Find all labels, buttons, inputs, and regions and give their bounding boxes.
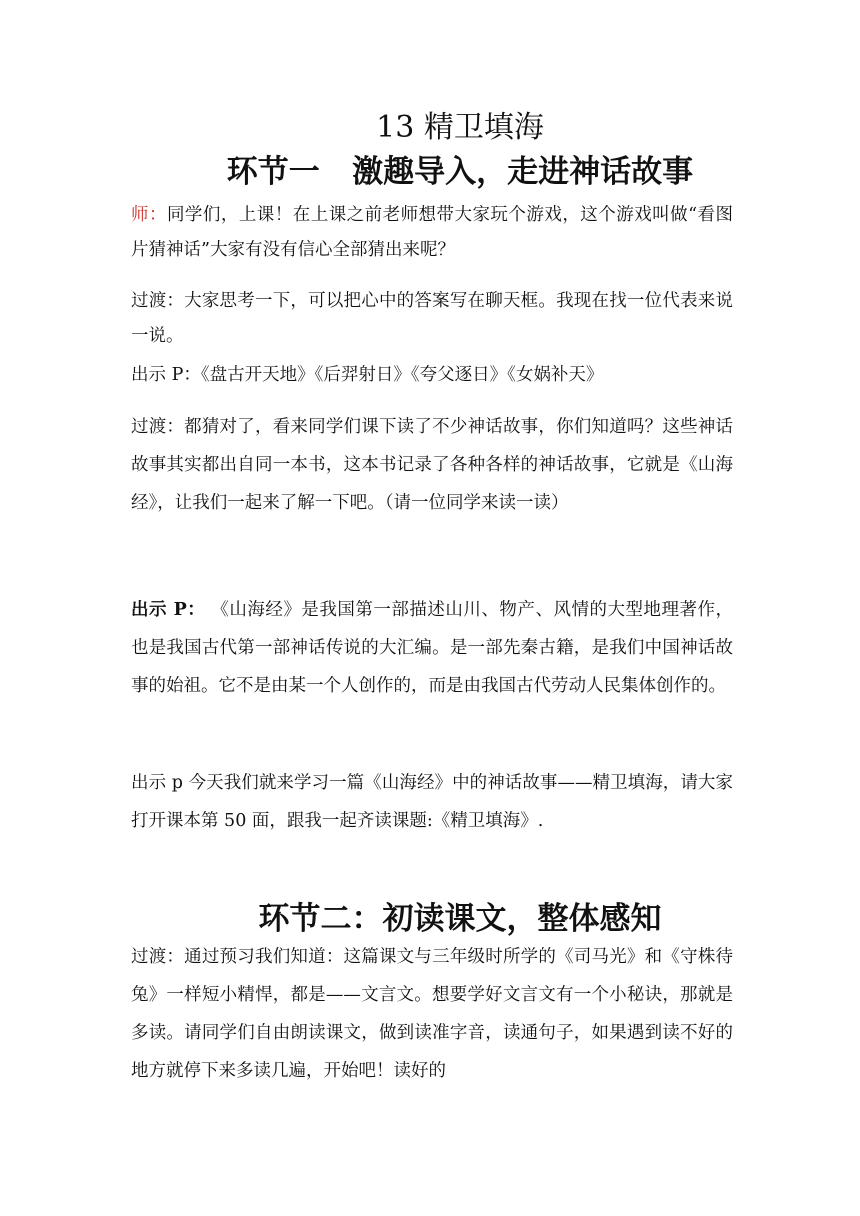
paragraph-text: 出示 P：《盘古开天地》《后羿射日》《夸父逐日》《女娲补天》 [131,365,604,385]
paragraph-text: 出示 p 今天我们就来学习一篇《山海经》中的神话故事——精卫填海，请大家打开课本第 50 面，跟我一起齐读课题:《精卫填海》. [131,773,733,831]
lesson-title: 13 精卫填海 [376,110,544,145]
paragraph-text: 同学们，上课！在上课之前老师想带大家玩个游戏，这个游戏叫做“看图片猜神话”大家有没有信心全部猜出来呢？ [131,205,734,260]
paragraph-text: 过渡：大家思考一下，可以把心中的答案写在聊天框。我现在找一位代表来说一说。 [131,291,733,346]
paragraph-text: 《山海经》是我国第一部描述山川、物产、风情的大型地理著作，也是我国古代第一部神话传说的大汇编。是一部先秦古籍，是我们中国神话故事的始祖。它不是由某一个人创作的，而是由我国古代劳动人民集体创作的。 [131,600,733,696]
shanhaijing-intro-paragraph [131,591,733,705]
paragraph-text: 过渡：通过预习我们知道：这篇课文与三年级时所学的《司马光》和《守株待兔》一样短小精悍，都是——文言文。想要学好文言文有一个小秘诀，那就是多读。请同学们自由朗读课文，做到读准字音，读通句子，如果遇到读不好的地方就停下来多读几遍，开始吧！读好的 [131,947,733,1081]
section-heading-1: 环节一 激趣导入，走进神话故事 [226,154,694,190]
lesson-topic-paragraph [131,764,733,840]
transition-paragraph [131,284,733,354]
speaker-label: 师： [131,205,167,225]
show-slide-paragraph [131,360,733,390]
first-reading-paragraph [131,938,733,1090]
show-slide-label: 出示 P： [131,600,206,620]
teacher-greeting-paragraph [131,198,733,268]
paragraph-text: 过渡：都猜对了，看来同学们课下读了不少神话故事，你们知道吗？这些神话故事其实都出自同一本书，这本书记录了各种各样的神话故事，它就是《山海经》，让我们一起来了解一下吧。（请一位同学来读一读） [131,417,733,513]
transition-shanhaijing-paragraph [131,408,733,522]
section-heading-2: 环节二：初读课文，整体感知 [258,901,662,937]
